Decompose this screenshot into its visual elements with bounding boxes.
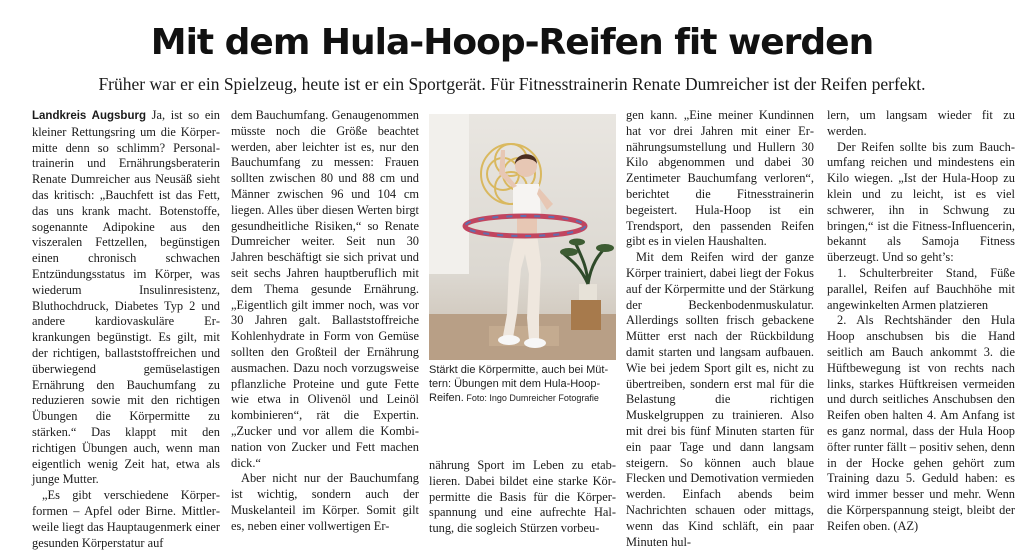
dateline: Landkreis Augsburg bbox=[32, 110, 146, 122]
caption-text: Stärkt die Körpermitte, auch bei Müttern: Übungen mit dem Hula-Hoop-Reifen. bbox=[429, 364, 609, 404]
paragraph: nährung Sport im Leben zu etablieren. Dabei bildet eine starke Körpermitte die Basis für die Körperspannung und eine aufrechte Haltung, die sogleich Stürzen vorbeu- bbox=[429, 458, 616, 536]
paragraph: 1. Schulterbreiter Stand, Füße parallel, Reifen auf Bauchhöhe mit angewinkelten Armen platzieren bbox=[827, 265, 1015, 312]
woman-hula-hoop-illustration bbox=[429, 114, 616, 360]
paragraph: Aber nicht nur der Bauchumfang ist wichtig, sondern auch der Muskelanteil im Körper. Somit gilt es, neben einer vollwertigen Er- bbox=[231, 471, 419, 533]
photo-credit: Foto: Ingo Dumreicher Fotografie bbox=[463, 393, 599, 403]
paragraph: Der Reifen sollte bis zum Bauchumfang reichen und mindestens ein Kilo wiegen. „Ist der Hula-Hoop zu klein und zu leicht, ist es viel schwerer, ihn in Schwung zu bringen,“ ist die Fitness-Influencerin, bekannt als Samoja Fitness überzeugt. Und so geht’s: bbox=[827, 139, 1015, 265]
paragraph-text: Ja, ist so ein kleiner Rettungsring um die Körpermitte denn so schlimm? Personaltrainerin und Ernährungsberaterin Renate Dumreicher aus Neusäß sieht das kritisch: „Bauchfett ist das Fett, das uns krank macht. Botenstoffe, sogenannte Adipokine aus den viszeralen Fettzellen, begünstigen einen chronisch schwachen Entzündungsstatus im Körper, was wiederum Insulinresistenz, Bluthochdruck, Diabetes Typ 2 und andere kardiovaskuläre Erkrankungen begünstigt. Es gilt, mit der richtigen, ballaststoffreichen und überwiegend gemüselastigen Ernährung den Bauchumfang zu reduzieren sowie mit den richtigen Übungen die Körpermitte zu stärken.“ Das klappt mit den richtigen Übungen auch, wenn man eigentlich wenig Zeit hat, etwa als junge Mutter. bbox=[32, 108, 220, 487]
column-1 bbox=[32, 108, 220, 551]
column-3-tail bbox=[429, 458, 616, 537]
paragraph bbox=[32, 108, 220, 488]
paragraph: 2. Als Rechtshänder den Hula Hoop anschubsen bis die Hand seitlich am Bauch ankommt 3. die Hüftbewegung ist von rechts nach links, starkes Hüftkreisen vermeiden und durch seitliches Anschubsen den Reifen oben halten 4. Am Anfang ist es ganz normal, dass der Hula Hoop öfter runter fällt – positiv sehen, denn in der Hocke gehen gehört zum Training dazu 5. Geduld haben: es wird immer besser und mehr. Wenn die Körperspannung steigt, bleibt der Reifen oben. (AZ) bbox=[827, 313, 1015, 533]
paragraph: lern, um langsam wieder fit zu werden. bbox=[827, 108, 1015, 138]
column-4 bbox=[626, 108, 814, 550]
paragraph: „Es gibt verschiedene Körperformen – Apfel oder Birne. Mittlerweile liegt das Hauptaugenmerk einer gesunden Körperstatur auf bbox=[32, 488, 220, 550]
paragraph: dem Bauchumfang. Genaugenommen müsste noch die Größe beachtet werden, aber leichter ist es, nur den Bauchumfang zu messen: Frauen sollten zwischen 80 und 88 cm und Männer zwischen 96 und 104 cm liegen. Alles über diesen Werten birgt gesundheitliche Risiken,“ so Renate Dumreicher weiter. Seit nun 30 Jahren beschäftigt sie sich privat und seit sechs Jahren hauptberuflich mit dem Thema gesunde Ernährung. „Eigentlich gilt immer noch, was vor 30 Jahren galt. Ballaststoffreiche Kohlenhydrate in Form von Gemüse sollten den Großteil der Ernährung ausmachen. Dazu noch vorzugsweise pflanzliche Proteine und gute Fette wie etwa in Olivenöl und Leinöl kombinieren“, rät die Expertin. „Zucker und vor allem die Kombination von Zucker und Fett machen dick.“ bbox=[231, 108, 419, 470]
article-photo bbox=[429, 114, 616, 360]
photo-caption bbox=[429, 363, 616, 405]
subheadline: Früher war er ein Spielzeug, heute ist er ein Sportgerät. Für Fitnesstrainerin Renate Dumreicher ist der Reifen perfekt. bbox=[98, 74, 926, 94]
paragraph: Mit dem Reifen wird der ganze Körper trainiert, dabei liegt der Fokus auf der Körpermitte und der Stärkung der Beckenbodenmuskulatur. Allerdings sollten frisch gebackene Mütter erst nach der Rückbildung damit starten und langsam aufbauen. Wie bei jedem Sport gilt es, nicht zu übertreiben, sondern erst mal für die Belastung die richtigen Muskelgruppen zu trainieren. Also mit drei bis fünf Minuten starten für ein paar Tage und dann langsam steigern. So können auch blaue Flecken und Demotivation vermieden werden. Einfach abends beim Nachrichten schauen oder mittags, wenn das Kind schläft, ein paar Minuten hul- bbox=[626, 250, 814, 549]
column-2 bbox=[231, 108, 419, 535]
headline: Mit dem Hula-Hoop-Reifen fit werden bbox=[150, 22, 874, 63]
column-5 bbox=[827, 108, 1015, 535]
paragraph: gen kann. „Eine meiner Kundinnen hat vor drei Jahren mit einer Ernährungsumstellung und Hullern 30 Kilo abgenommen und dabei 30 Zentimeter Bauchumfang verloren“, berichtet die Fitnesstrainerin begeistert. Hula-Hoop ist ein Trendsport, den passenden Reifen gibt es in vielen Haushalten. bbox=[626, 108, 814, 249]
